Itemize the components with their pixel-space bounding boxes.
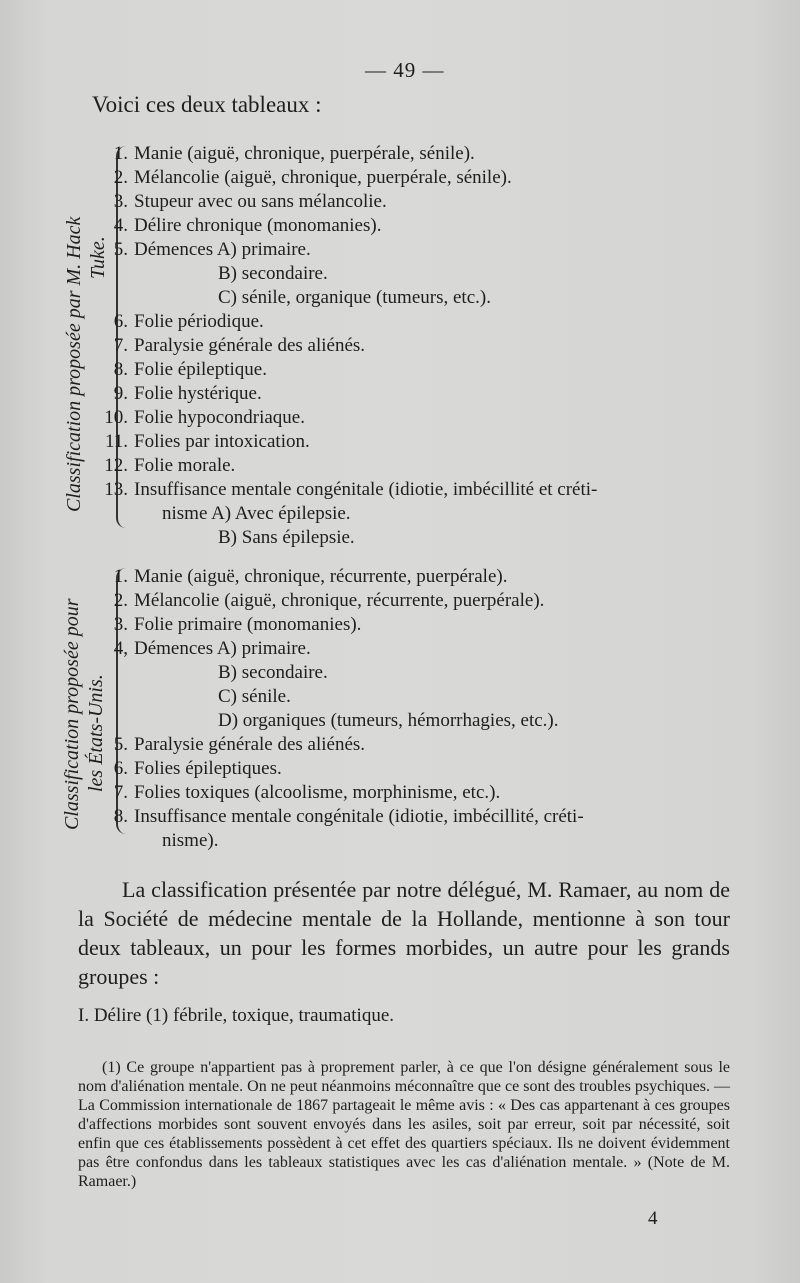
table2-list	[100, 565, 584, 853]
item-number: 1.	[113, 566, 128, 587]
table1-side-label-line2: Tuke.	[87, 236, 109, 279]
list-item	[100, 733, 584, 757]
item-number: 13.	[104, 479, 128, 500]
list-item	[100, 454, 597, 478]
list-item	[100, 805, 584, 829]
list-item	[100, 382, 597, 406]
item-text: B) secondaire.	[218, 662, 328, 683]
list-item	[100, 637, 584, 661]
list-item	[100, 478, 597, 502]
item-text: B) Sans épilepsie.	[218, 527, 355, 548]
item-text: Insuffisance mentale congénitale (idiotie, imbécillité, créti-	[134, 806, 584, 827]
item-number: 3.	[113, 614, 128, 635]
table2-side-label-line1: Classification proposée pour	[61, 598, 83, 830]
item-text: Insuffisance mentale congénitale (idiotie, imbécillité et créti-	[134, 479, 598, 500]
item-number: 8.	[113, 806, 128, 827]
item-text: nisme A) Avec épilepsie.	[162, 503, 351, 524]
item-number: 7.	[113, 335, 128, 356]
body-paragraph-text: La classification présentée par notre délégué, M. Ramaer, au nom de la Société de médecine mentale de la Hollande, mentionne à son tour deux tableaux, un pour les formes morbides, un autre pour les grands groupes :	[78, 877, 730, 989]
list-item	[100, 406, 597, 430]
item-text: Délire chronique (monomanies).	[134, 215, 382, 236]
list-item	[100, 661, 584, 685]
item-number: 9.	[113, 383, 128, 404]
item-number: 12.	[104, 455, 128, 476]
list-item	[100, 613, 584, 637]
item-text: Folie périodique.	[134, 311, 264, 332]
item-number: 8.	[113, 359, 128, 380]
item-text: Paralysie générale des aliénés.	[134, 335, 366, 356]
list-item	[100, 238, 597, 262]
item-text: Manie (aiguë, chronique, puerpérale, sénile).	[134, 143, 475, 164]
item-text: D) organiques (tumeurs, hémorrhagies, etc.).	[218, 710, 559, 731]
item-number: 11.	[104, 431, 128, 452]
item-text: C) sénile, organique (tumeurs, etc.).	[218, 287, 491, 308]
item-text: Mélancolie (aiguë, chronique, récurrente, puerpérale).	[134, 590, 545, 611]
item-text: Démences A) primaire.	[134, 638, 311, 659]
list-item	[100, 166, 597, 190]
item-text: Paralysie générale des aliénés.	[134, 734, 366, 755]
page-number: — 49 —	[365, 58, 445, 82]
table1-list	[100, 142, 597, 550]
table1-side-label-line1: Classification proposée par M. Hack	[63, 216, 85, 512]
item-text: Folie épileptique.	[134, 359, 267, 380]
item-number: 5.	[113, 734, 128, 755]
item-number: 10.	[104, 407, 128, 428]
list-item	[100, 829, 584, 853]
body-paragraph	[78, 875, 730, 991]
intro-line: Voici ces deux tableaux :	[92, 92, 322, 117]
item-number: 4.	[113, 215, 128, 236]
item-text: nisme).	[162, 830, 219, 851]
item-text: Folies épileptiques.	[134, 758, 282, 779]
footnote-divider	[78, 1035, 730, 1036]
item-text: Folie hystérique.	[134, 383, 262, 404]
item-text: C) sénile.	[218, 686, 291, 707]
item-number: 6.	[113, 311, 128, 332]
list-item	[100, 310, 597, 334]
list-item	[100, 565, 584, 589]
item-text: Mélancolie (aiguë, chronique, puerpérale, sénile).	[134, 167, 512, 188]
footnote-text: (1) Ce groupe n'appartient pas à proprement parler, à ce que l'on désigne généralement sous le nom d'aliénation mentale. On ne peut néanmoins méconnaître que ce sont des troubles psychiques. — La Commission internationale de 1867 partageait le même avis : « Des cas appartenant à ces groupes d'affections morbides sont souvent envoyés dans les asiles, soit par erreur, soit par nécessité, soit enfin que ces établissements possèdent à cet effet des quartiers spéciaux. Ils ne doivent évidemment pas être confondus dans les tableaux statistiques avec les cas d'aliénation mentale. » (Note de M. Ramaer.)	[78, 1059, 730, 1190]
group-heading-1: I. Délire (1) fébrile, toxique, traumatique.	[78, 1005, 395, 1026]
item-text: Folie morale.	[134, 455, 236, 476]
table2-side-label-line2: les États-Unis.	[85, 674, 107, 792]
item-text: Folies par intoxication.	[134, 431, 310, 452]
item-number: 6.	[113, 758, 128, 779]
list-item	[100, 334, 597, 358]
footnote	[78, 1058, 730, 1191]
item-number: 1.	[113, 143, 128, 164]
list-item	[100, 142, 597, 166]
item-number: 3.	[113, 191, 128, 212]
list-item	[100, 757, 584, 781]
list-item	[100, 190, 597, 214]
item-number: 2.	[113, 167, 128, 188]
item-text: Démences A) primaire.	[134, 239, 311, 260]
list-item	[100, 262, 597, 286]
list-item	[100, 781, 584, 805]
list-item	[100, 430, 597, 454]
item-number: 2.	[113, 590, 128, 611]
item-text: Stupeur avec ou sans mélancolie.	[134, 191, 387, 212]
list-item	[100, 589, 584, 613]
signature-mark: 4	[648, 1208, 658, 1229]
list-item	[100, 358, 597, 382]
list-item	[100, 685, 584, 709]
list-item	[100, 526, 597, 550]
item-number: 4,	[113, 638, 128, 659]
item-number: 7.	[113, 782, 128, 803]
list-item	[100, 709, 584, 733]
list-item	[100, 502, 597, 526]
list-item	[100, 214, 597, 238]
item-text: Folies toxiques (alcoolisme, morphinisme, etc.).	[134, 782, 501, 803]
item-text: B) secondaire.	[218, 263, 328, 284]
item-text: Manie (aiguë, chronique, récurrente, puerpérale).	[134, 566, 508, 587]
item-text: Folie primaire (monomanies).	[134, 614, 362, 635]
item-text: Folie hypocondriaque.	[134, 407, 305, 428]
item-number: 5.	[113, 239, 128, 260]
list-item	[100, 286, 597, 310]
